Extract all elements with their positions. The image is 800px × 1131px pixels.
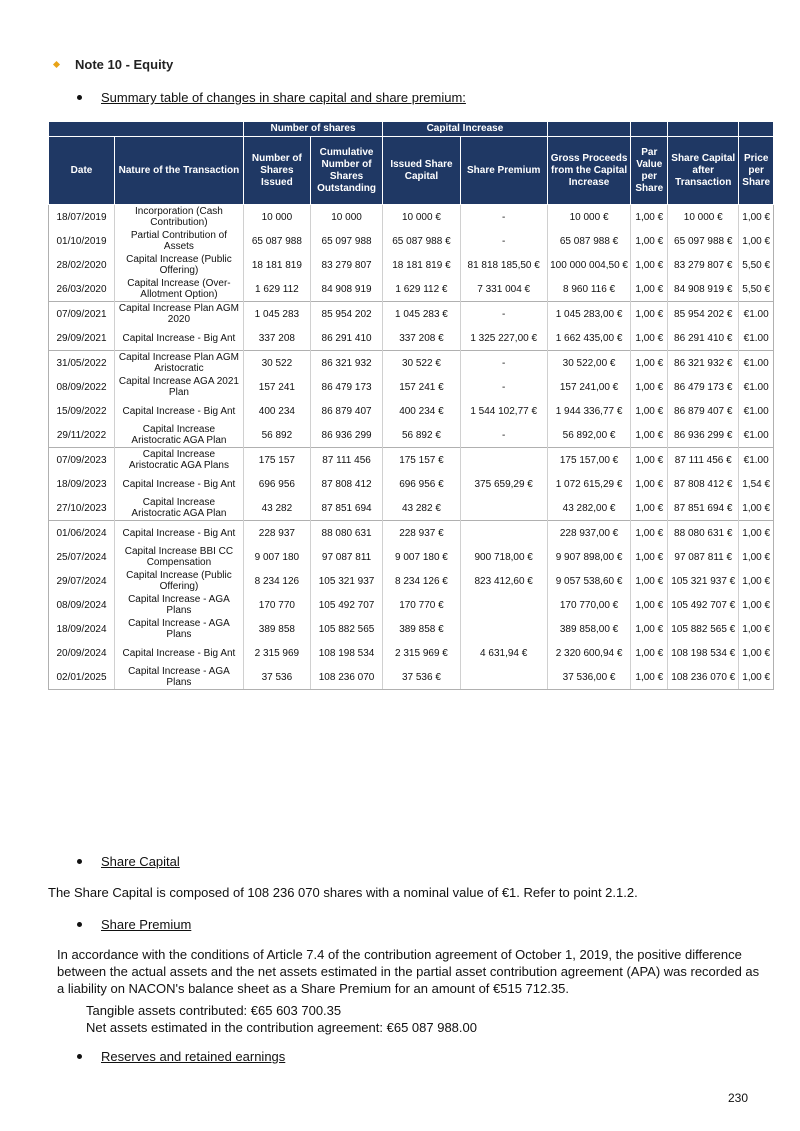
cell-price: 1,00 € — [739, 545, 774, 569]
cell-issued: 696 956 — [243, 472, 310, 496]
cell-issued: 337 208 — [243, 326, 310, 351]
cell-capital-after: 97 087 811 € — [668, 545, 739, 569]
cell-par: 1,00 € — [631, 302, 668, 327]
cell-nature: Capital Increase - Big Ant — [115, 326, 244, 351]
cell-cumulative: 86 479 173 — [310, 375, 382, 399]
share-capital-heading: Share Capital — [101, 854, 180, 869]
table-row — [49, 205, 774, 230]
cell-cumulative: 10 000 — [310, 205, 382, 230]
cell-capital-after: 86 321 932 € — [668, 351, 739, 376]
cell-price: 1,54 € — [739, 472, 774, 496]
cell-date: 18/09/2024 — [49, 617, 115, 641]
cell-premium: 4 631,94 € — [460, 641, 547, 665]
table-row — [49, 351, 774, 376]
cell-gross: 228 937,00 € — [547, 521, 631, 546]
cell-issued-capital: 696 956 € — [383, 472, 461, 496]
share-premium-heading: Share Premium — [101, 917, 192, 932]
cell-price: €1.00 — [739, 326, 774, 351]
group-header-blank — [547, 122, 631, 137]
group-header-blank — [631, 122, 668, 137]
cell-issued-capital: 37 536 € — [383, 665, 461, 690]
cell-capital-after: 86 479 173 € — [668, 375, 739, 399]
table-row — [49, 253, 774, 277]
cell-price: 1,00 € — [739, 569, 774, 593]
cell-par: 1,00 € — [631, 423, 668, 448]
table-row — [49, 545, 774, 569]
col-header-par: Par Value per Share — [631, 137, 668, 205]
cell-capital-after: 108 198 534 € — [668, 641, 739, 665]
cell-issued: 175 157 — [243, 448, 310, 473]
cell-capital-after: 87 808 412 € — [668, 472, 739, 496]
cell-nature: Capital Increase - AGA Plans — [115, 617, 244, 641]
cell-premium: 81 818 185,50 € — [460, 253, 547, 277]
cell-cumulative: 86 936 299 — [310, 423, 382, 448]
cell-date: 18/07/2019 — [49, 205, 115, 230]
bullet-dot-icon — [77, 922, 82, 927]
cell-cumulative: 85 954 202 — [310, 302, 382, 327]
cell-date: 29/07/2024 — [49, 569, 115, 593]
cell-date: 07/09/2021 — [49, 302, 115, 327]
cell-cumulative: 97 087 811 — [310, 545, 382, 569]
cell-cumulative: 105 321 937 — [310, 569, 382, 593]
cell-gross: 1 045 283,00 € — [547, 302, 631, 327]
cell-cumulative: 65 097 988 — [310, 229, 382, 253]
col-header-cumulative: Cumulative Number of Shares Outstanding — [310, 137, 382, 205]
cell-premium: - — [460, 229, 547, 253]
cell-capital-after: 88 080 631 € — [668, 521, 739, 546]
cell-premium: 900 718,00 € — [460, 545, 547, 569]
cell-nature: Capital Increase (Public Offering) — [115, 253, 244, 277]
cell-date: 01/10/2019 — [49, 229, 115, 253]
cell-cumulative: 108 198 534 — [310, 641, 382, 665]
cell-nature: Capital Increase Aristocratic AGA Plan — [115, 423, 244, 448]
cell-par: 1,00 € — [631, 205, 668, 230]
cell-cumulative: 105 882 565 — [310, 617, 382, 641]
cell-issued-capital: 30 522 € — [383, 351, 461, 376]
cell-premium — [460, 448, 547, 473]
cell-nature: Capital Increase - Big Ant — [115, 641, 244, 665]
cell-date: 31/05/2022 — [49, 351, 115, 376]
cell-par: 1,00 € — [631, 569, 668, 593]
cell-par: 1,00 € — [631, 617, 668, 641]
cell-issued: 1 045 283 — [243, 302, 310, 327]
cell-nature: Capital Increase Plan AGM 2020 — [115, 302, 244, 327]
cell-par: 1,00 € — [631, 593, 668, 617]
share-capital-bullet — [77, 854, 180, 869]
cell-par: 1,00 € — [631, 496, 668, 521]
column-header-row — [49, 137, 774, 205]
cell-date: 20/09/2024 — [49, 641, 115, 665]
table-row — [49, 521, 774, 546]
cell-issued-capital: 170 770 € — [383, 593, 461, 617]
cell-cumulative: 88 080 631 — [310, 521, 382, 546]
cell-date: 27/10/2023 — [49, 496, 115, 521]
cell-premium: 1 544 102,77 € — [460, 399, 547, 423]
cell-price: 1,00 € — [739, 521, 774, 546]
cell-premium: 823 412,60 € — [460, 569, 547, 593]
col-header-gross: Gross Proceeds from the Capital Increase — [547, 137, 631, 205]
cell-par: 1,00 € — [631, 229, 668, 253]
cell-price: €1.00 — [739, 302, 774, 327]
cell-price: €1.00 — [739, 423, 774, 448]
bullet-dot-icon — [77, 1054, 82, 1059]
col-header-capital-after: Share Capital after Transaction — [668, 137, 739, 205]
cell-gross: 10 000 € — [547, 205, 631, 230]
bullet-dot-icon — [77, 859, 82, 864]
bullet-dot-icon — [77, 95, 82, 100]
cell-issued: 8 234 126 — [243, 569, 310, 593]
cell-gross: 56 892,00 € — [547, 423, 631, 448]
cell-capital-after: 84 908 919 € — [668, 277, 739, 302]
cell-date: 08/09/2024 — [49, 593, 115, 617]
cell-gross: 175 157,00 € — [547, 448, 631, 473]
cell-premium: 7 331 004 € — [460, 277, 547, 302]
cell-cumulative: 86 879 407 — [310, 399, 382, 423]
cell-issued: 1 629 112 — [243, 277, 310, 302]
cell-issued-capital: 2 315 969 € — [383, 641, 461, 665]
cell-nature: Capital Increase - AGA Plans — [115, 665, 244, 690]
cell-par: 1,00 € — [631, 521, 668, 546]
cell-premium: - — [460, 423, 547, 448]
cell-premium — [460, 665, 547, 690]
cell-nature: Capital Increase (Over-Allotment Option) — [115, 277, 244, 302]
cell-capital-after: 85 954 202 € — [668, 302, 739, 327]
reserves-heading: Reserves and retained earnings — [101, 1049, 286, 1064]
cell-capital-after: 105 882 565 € — [668, 617, 739, 641]
cell-price: €1.00 — [739, 448, 774, 473]
cell-premium — [460, 521, 547, 546]
share-capital-paragraph: The Share Capital is composed of 108 236 070 shares with a nominal value of €1. Refer to point 2.1.2. — [48, 885, 638, 900]
cell-gross: 9 907 898,00 € — [547, 545, 631, 569]
cell-par: 1,00 € — [631, 326, 668, 351]
cell-cumulative: 105 492 707 — [310, 593, 382, 617]
note-title — [52, 57, 173, 72]
cell-nature: Incorporation (Cash Contribution) — [115, 205, 244, 230]
cell-gross: 65 087 988 € — [547, 229, 631, 253]
group-header-blank — [668, 122, 739, 137]
cell-nature: Partial Contribution of Assets — [115, 229, 244, 253]
reserves-bullet — [77, 1049, 285, 1064]
table-row — [49, 665, 774, 690]
cell-issued: 170 770 — [243, 593, 310, 617]
cell-issued: 389 858 — [243, 617, 310, 641]
cell-issued: 10 000 — [243, 205, 310, 230]
cell-price: 1,00 € — [739, 229, 774, 253]
group-header-blank — [49, 122, 244, 137]
cell-issued-capital: 1 045 283 € — [383, 302, 461, 327]
cell-cumulative: 83 279 807 — [310, 253, 382, 277]
cell-gross: 43 282,00 € — [547, 496, 631, 521]
cell-price: 1,00 € — [739, 641, 774, 665]
cell-issued-capital: 9 007 180 € — [383, 545, 461, 569]
cell-price: 1,00 € — [739, 496, 774, 521]
table-body — [49, 205, 774, 690]
cell-nature: Capital Increase AGA 2021 Plan — [115, 375, 244, 399]
cell-cumulative: 87 111 456 — [310, 448, 382, 473]
cell-gross: 170 770,00 € — [547, 593, 631, 617]
note-title-text: Note 10 - Equity — [75, 57, 174, 72]
cell-capital-after: 108 236 070 € — [668, 665, 739, 690]
cell-issued-capital: 56 892 € — [383, 423, 461, 448]
cell-capital-after: 10 000 € — [668, 205, 739, 230]
cell-price: 5,50 € — [739, 253, 774, 277]
summary-heading: Summary table of changes in share capital and share premium: — [101, 90, 466, 105]
cell-gross: 37 536,00 € — [547, 665, 631, 690]
cell-issued: 228 937 — [243, 521, 310, 546]
cell-issued: 400 234 — [243, 399, 310, 423]
cell-issued-capital: 43 282 € — [383, 496, 461, 521]
cell-nature: Capital Increase - Big Ant — [115, 472, 244, 496]
cell-date: 18/09/2023 — [49, 472, 115, 496]
cell-price: €1.00 — [739, 399, 774, 423]
table-row — [49, 569, 774, 593]
cell-gross: 9 057 538,60 € — [547, 569, 631, 593]
cell-issued-capital: 389 858 € — [383, 617, 461, 641]
cell-date: 28/02/2020 — [49, 253, 115, 277]
cell-issued-capital: 337 208 € — [383, 326, 461, 351]
table-row — [49, 641, 774, 665]
cell-date: 25/07/2024 — [49, 545, 115, 569]
col-header-issued-capital: Issued Share Capital — [383, 137, 461, 205]
cell-premium — [460, 593, 547, 617]
group-header-number-of-shares: Number of shares — [243, 122, 382, 137]
cell-date: 02/01/2025 — [49, 665, 115, 690]
cell-price: 1,00 € — [739, 205, 774, 230]
cell-premium: 1 325 227,00 € — [460, 326, 547, 351]
cell-gross: 100 000 004,50 € — [547, 253, 631, 277]
cell-par: 1,00 € — [631, 641, 668, 665]
cell-issued-capital: 65 087 988 € — [383, 229, 461, 253]
cell-cumulative: 86 321 932 — [310, 351, 382, 376]
cell-par: 1,00 € — [631, 277, 668, 302]
table-row — [49, 326, 774, 351]
table-row — [49, 496, 774, 521]
cell-issued-capital: 228 937 € — [383, 521, 461, 546]
cell-nature: Capital Increase BBI CC Compensation — [115, 545, 244, 569]
cell-par: 1,00 € — [631, 399, 668, 423]
cell-issued: 30 522 — [243, 351, 310, 376]
table-row — [49, 399, 774, 423]
cell-premium: - — [460, 375, 547, 399]
cell-capital-after: 65 097 988 € — [668, 229, 739, 253]
cell-issued-capital: 10 000 € — [383, 205, 461, 230]
table-row — [49, 448, 774, 473]
cell-premium: - — [460, 205, 547, 230]
cell-issued-capital: 175 157 € — [383, 448, 461, 473]
cell-issued-capital: 8 234 126 € — [383, 569, 461, 593]
cell-gross: 1 662 435,00 € — [547, 326, 631, 351]
cell-capital-after: 83 279 807 € — [668, 253, 739, 277]
cell-nature: Capital Increase Aristocratic AGA Plans — [115, 448, 244, 473]
cell-premium: 375 659,29 € — [460, 472, 547, 496]
cell-par: 1,00 € — [631, 253, 668, 277]
cell-cumulative: 84 908 919 — [310, 277, 382, 302]
table-row — [49, 229, 774, 253]
cell-issued: 65 087 988 — [243, 229, 310, 253]
cell-price: 5,50 € — [739, 277, 774, 302]
summary-bullet — [77, 90, 466, 105]
diamond-bullet-icon — [53, 61, 60, 68]
cell-price: €1.00 — [739, 351, 774, 376]
cell-nature: Capital Increase Plan AGM Aristocratic — [115, 351, 244, 376]
table-row — [49, 472, 774, 496]
net-assets-line: Net assets estimated in the contribution agreement: €65 087 988.00 — [86, 1020, 477, 1035]
cell-issued-capital: 157 241 € — [383, 375, 461, 399]
cell-gross: 1 944 336,77 € — [547, 399, 631, 423]
group-header-row — [49, 122, 774, 137]
cell-par: 1,00 € — [631, 448, 668, 473]
cell-par: 1,00 € — [631, 545, 668, 569]
cell-price: 1,00 € — [739, 665, 774, 690]
group-header-blank — [739, 122, 774, 137]
cell-premium: - — [460, 351, 547, 376]
cell-issued-capital: 400 234 € — [383, 399, 461, 423]
cell-gross: 157 241,00 € — [547, 375, 631, 399]
cell-date: 15/09/2022 — [49, 399, 115, 423]
table-row — [49, 277, 774, 302]
cell-nature: Capital Increase (Public Offering) — [115, 569, 244, 593]
cell-date: 01/06/2024 — [49, 521, 115, 546]
cell-par: 1,00 € — [631, 472, 668, 496]
cell-premium — [460, 617, 547, 641]
table-row — [49, 617, 774, 641]
cell-issued: 157 241 — [243, 375, 310, 399]
col-header-date: Date — [49, 137, 115, 205]
cell-cumulative: 87 851 694 — [310, 496, 382, 521]
cell-premium: - — [460, 302, 547, 327]
page-number: 230 — [727, 1091, 748, 1105]
cell-gross: 8 960 116 € — [547, 277, 631, 302]
cell-premium — [460, 496, 547, 521]
cell-capital-after: 105 492 707 € — [668, 593, 739, 617]
equity-changes-table — [48, 121, 774, 690]
cell-cumulative: 87 808 412 — [310, 472, 382, 496]
share-premium-paragraph: In accordance with the conditions of Article 7.4 of the contribution agreement of October 1, 2019, the positive difference between the actual assets and the net assets estimated in the partial asset contribution agreement (APA) was recorded as a liability on NACON's balance sheet as a Share Premium for an amount of €515 712.35. — [57, 947, 760, 996]
cell-issued-capital: 1 629 112 € — [383, 277, 461, 302]
col-header-price: Price per Share — [739, 137, 774, 205]
col-header-nature: Nature of the Transaction — [115, 137, 244, 205]
table-row — [49, 423, 774, 448]
cell-issued: 18 181 819 — [243, 253, 310, 277]
cell-capital-after: 86 879 407 € — [668, 399, 739, 423]
cell-date: 07/09/2023 — [49, 448, 115, 473]
cell-capital-after: 87 851 694 € — [668, 496, 739, 521]
cell-issued-capital: 18 181 819 € — [383, 253, 461, 277]
cell-date: 26/03/2020 — [49, 277, 115, 302]
cell-capital-after: 105 321 937 € — [668, 569, 739, 593]
cell-issued: 37 536 — [243, 665, 310, 690]
cell-price: €1.00 — [739, 375, 774, 399]
cell-issued: 56 892 — [243, 423, 310, 448]
cell-capital-after: 86 291 410 € — [668, 326, 739, 351]
col-header-premium: Share Premium — [460, 137, 547, 205]
cell-issued: 9 007 180 — [243, 545, 310, 569]
table-row — [49, 302, 774, 327]
cell-nature: Capital Increase - Big Ant — [115, 521, 244, 546]
cell-nature: Capital Increase - Big Ant — [115, 399, 244, 423]
cell-date: 29/09/2021 — [49, 326, 115, 351]
cell-price: 1,00 € — [739, 593, 774, 617]
tangible-assets-line: Tangible assets contributed: €65 603 700.35 — [86, 1003, 342, 1018]
cell-capital-after: 86 936 299 € — [668, 423, 739, 448]
cell-gross: 30 522,00 € — [547, 351, 631, 376]
table-row — [49, 593, 774, 617]
cell-gross: 389 858,00 € — [547, 617, 631, 641]
cell-cumulative: 86 291 410 — [310, 326, 382, 351]
cell-issued: 2 315 969 — [243, 641, 310, 665]
cell-nature: Capital Increase Aristocratic AGA Plan — [115, 496, 244, 521]
cell-cumulative: 108 236 070 — [310, 665, 382, 690]
cell-gross: 2 320 600,94 € — [547, 641, 631, 665]
cell-issued: 43 282 — [243, 496, 310, 521]
table-row — [49, 375, 774, 399]
cell-par: 1,00 € — [631, 375, 668, 399]
cell-par: 1,00 € — [631, 351, 668, 376]
cell-date: 08/09/2022 — [49, 375, 115, 399]
cell-price: 1,00 € — [739, 617, 774, 641]
col-header-issued: Number of Shares Issued — [243, 137, 310, 205]
cell-gross: 1 072 615,29 € — [547, 472, 631, 496]
cell-par: 1,00 € — [631, 665, 668, 690]
cell-nature: Capital Increase - AGA Plans — [115, 593, 244, 617]
cell-date: 29/11/2022 — [49, 423, 115, 448]
share-premium-bullet — [77, 917, 191, 932]
cell-capital-after: 87 111 456 € — [668, 448, 739, 473]
group-header-capital-increase: Capital Increase — [383, 122, 547, 137]
